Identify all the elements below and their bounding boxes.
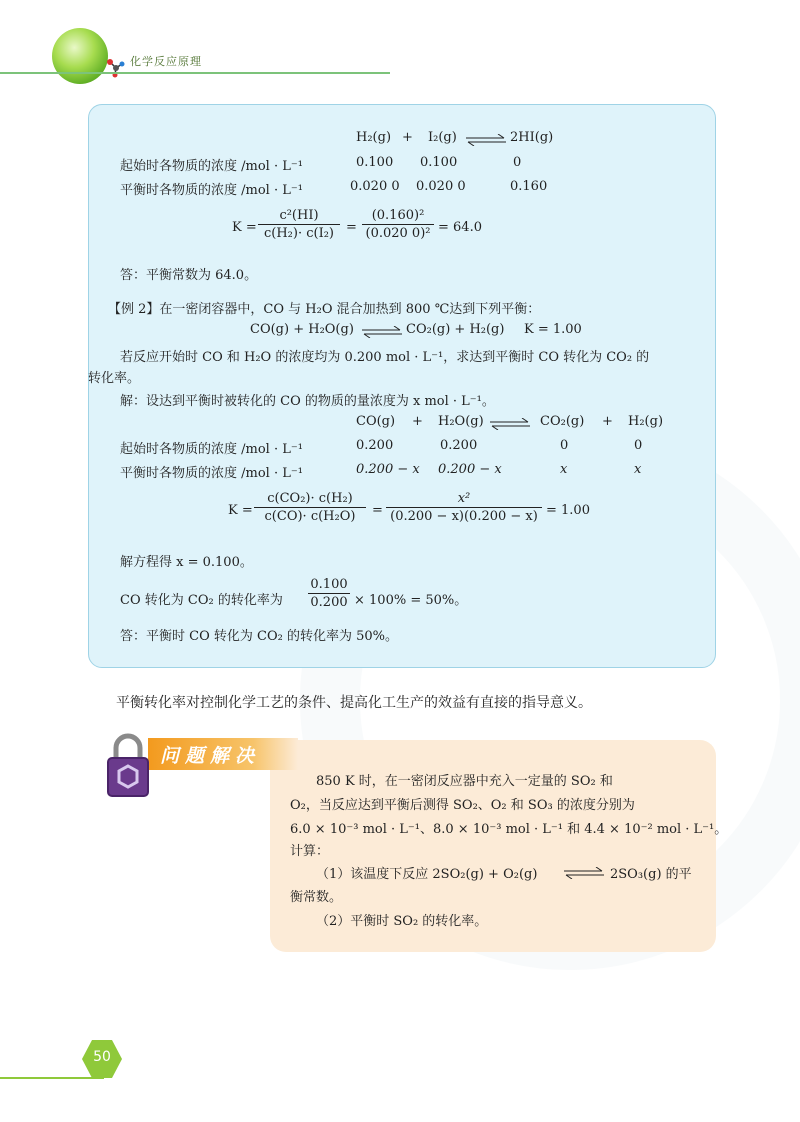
conv-num: 0.100 [308,577,350,594]
equilibrium-arrow-icon [464,134,508,146]
equilibrium-arrow-icon [360,326,404,338]
r1-eq-1: 0.020 0 [416,179,466,194]
eq1-h2: H₂(g) [356,130,392,145]
ex2-question-2: 转化率。 [88,371,141,386]
eq2-plus1: + [412,414,423,429]
problem-line-3: 6.0 × 10⁻³ mol · L⁻¹、8.0 × 10⁻³ mol · L⁻¹ 和 4.4 × 10⁻² mol · L⁻¹。 [290,822,728,837]
conv-den: 0.200 [310,595,348,610]
r2-start-0: 0.200 [356,438,394,453]
r1-start-1: 0.100 [420,155,458,170]
k1-eq: = [346,220,357,235]
row1-start-label: 起始时各物质的浓度 /mol · L⁻¹ [120,159,303,174]
row2-start-label: 起始时各物质的浓度 /mol · L⁻¹ [120,442,303,457]
k1-num2: (0.160)² [362,208,434,225]
eq2-h2: H₂(g) [628,414,664,429]
r2-eq-3: x [634,462,642,477]
header-rule [0,72,390,74]
body-paragraph: 平衡转化率对控制化学工艺的条件、提高化工生产的效益有直接的指导意义。 [116,695,592,711]
r2-start-3: 0 [634,438,643,453]
conv-post: × 100% = 50%。 [354,593,468,608]
solve-line: 解方程得 x = 0.100。 [120,555,253,570]
example-2-title: 【例 2】在一密闭容器中，CO 与 H₂O 混合加热到 800 ℃达到下列平衡： [108,302,541,317]
footer-rule [0,1077,104,1079]
eq2-co2: CO₂(g) [540,414,585,429]
r1-eq-0: 0.020 0 [350,179,400,194]
equilibrium-arrow-icon [488,418,532,430]
problem-banner-title: 问题解决 [160,745,261,767]
page-number: 50 [93,1049,111,1065]
k2-num1: c(CO₂)· c(H₂) [254,491,366,508]
header-title: 化学反应原理 [130,55,202,68]
k1-num1: c²(HI) [258,208,340,225]
ex2-eq-k: K = 1.00 [524,322,582,337]
r1-eq-2: 0.160 [510,179,548,194]
problem-line-5b: 2SO₃(g) 的平 [610,867,692,882]
answer-2: 答：平衡时 CO 转化为 CO₂ 的转化率为 50%。 [120,629,398,644]
r1-start-2: 0 [513,155,522,170]
equilibrium-arrow-icon [562,867,606,879]
k2-lhs: K = [228,503,253,518]
eq1-plus: + [402,130,413,145]
conv-pre: CO 转化为 CO₂ 的转化率为 [120,593,283,608]
k2-frac1 [254,491,366,524]
k2-result: = 1.00 [546,503,590,518]
k2-eq: = [372,503,383,518]
k2-den1: c(CO)· c(H₂O) [264,509,356,524]
k1-frac2 [362,208,434,241]
r2-eq-2: x [560,462,568,477]
eq2-h2o: H₂O(g) [438,414,484,429]
row2-eq-label: 平衡时各物质的浓度 /mol · L⁻¹ [120,466,303,481]
k1-frac1 [258,208,340,241]
k1-den1: c(H₂)· c(I₂) [263,226,334,241]
problem-line-6: 衡常数。 [290,890,343,905]
r2-eq-1: 0.200 − x [438,462,502,477]
eq2-co: CO(g) [356,414,396,429]
eq1-i2: I₂(g) [428,130,457,145]
ex2-question-1: 若反应开始时 CO 和 H₂O 的浓度均为 0.200 mol · L⁻¹，求达到平衡时 CO 转化为 CO₂ 的 [120,350,650,365]
r2-eq-0: 0.200 − x [356,462,420,477]
problem-line-1: 850 K 时，在一密闭反应器中充入一定量的 SO₂ 和 [316,774,613,789]
r1-start-0: 0.100 [356,155,394,170]
molecule-icon [104,56,126,78]
k1-lhs: K = [232,220,257,235]
row1-eq-label: 平衡时各物质的浓度 /mol · L⁻¹ [120,183,303,198]
k2-den2: (0.200 − x)(0.200 − x) [390,509,538,524]
k2-frac2 [386,491,542,524]
eq2-plus2: + [602,414,613,429]
eq1-hi: 2HI(g) [510,130,554,145]
ex2-eq-right: CO₂(g) + H₂(g) [406,322,505,337]
k1-result: = 64.0 [438,220,482,235]
k1-den2: (0.020 0)² [365,226,431,241]
problem-line-7: （2）平衡时 SO₂ 的转化率。 [316,914,488,929]
problem-line-5a: （1）该温度下反应 2SO₂(g) + O₂(g) [316,867,538,882]
header-ball-logo [52,28,108,84]
conv-frac [308,577,350,610]
padlock-icon [106,732,150,798]
k2-num2: x² [386,491,542,508]
solution-setup: 解：设达到平衡时被转化的 CO 的物质的量浓度为 x mol · L⁻¹。 [120,394,495,409]
r2-start-1: 0.200 [440,438,478,453]
problem-line-2: O₂，当反应达到平衡后测得 SO₂、O₂ 和 SO₃ 的浓度分别为 [290,798,635,813]
ex2-eq-left: CO(g) + H₂O(g) [250,322,354,337]
problem-line-4: 计算： [290,844,330,859]
answer-1: 答：平衡常数为 64.0。 [120,268,258,283]
r2-start-2: 0 [560,438,569,453]
